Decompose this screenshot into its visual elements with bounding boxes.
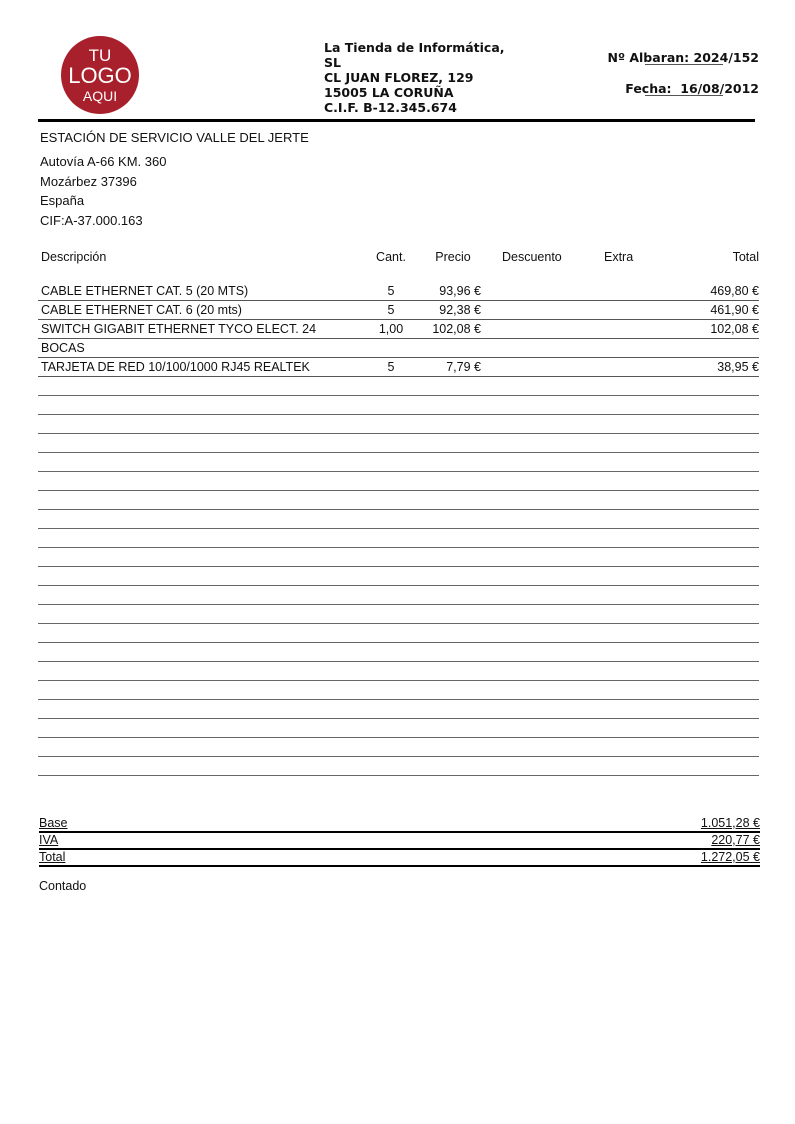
rule-line (38, 471, 759, 490)
items-table (0, 282, 795, 377)
client-city: Mozárbez 37396 (40, 173, 137, 189)
rule-line (38, 547, 759, 566)
logo-line-2: LOGO (68, 63, 132, 88)
row-description: TARJETA DE RED 10/100/1000 RJ45 REALTEK (41, 360, 310, 374)
document-date: 16/08/2012 (680, 81, 759, 96)
client-name: ESTACIÓN DE SERVICIO VALLE DEL JERTE (40, 130, 309, 145)
row-description: BOCAS (41, 341, 85, 355)
header-total: Total (732, 250, 759, 264)
logo-line-3: AQUI (82, 88, 118, 104)
row-description: CABLE ETHERNET CAT. 6 (20 mts) (41, 303, 242, 317)
row-price: 92,38 € (439, 303, 481, 317)
row-qty: 1,00 (378, 322, 404, 336)
totals-block (39, 816, 760, 867)
table-row (0, 339, 795, 358)
table-row (0, 358, 795, 377)
company-info (324, 40, 504, 115)
iva-value: 220,77 € (711, 833, 760, 847)
row-qty: 5 (387, 360, 395, 374)
total-value: 1.272,05 € (700, 850, 760, 864)
company-city: 15005 LA CORUÑA (324, 85, 454, 100)
rule-line (38, 414, 759, 433)
client-address: Autovía A-66 KM. 360 (40, 154, 167, 169)
table-row (0, 320, 795, 339)
rule-line (38, 395, 759, 414)
header-description: Descripción (41, 250, 107, 264)
rule-line (38, 642, 759, 661)
logo-line-1: TU (88, 46, 112, 65)
rule-line (38, 490, 759, 509)
table-row (0, 301, 795, 320)
rule-line (38, 509, 759, 528)
table-header (0, 250, 795, 266)
table-row (0, 282, 795, 301)
company-name-line2: SL (324, 55, 341, 70)
rule-line (38, 604, 759, 623)
rule-line (38, 737, 759, 756)
document-info (607, 50, 759, 112)
totals-total-row (39, 850, 760, 867)
row-total: 469,80 € (710, 284, 759, 298)
header-qty: Cant. (376, 250, 406, 264)
row-price: 102,08 € (432, 322, 481, 336)
document-date-label: Fecha: (625, 81, 672, 96)
document-date-row (607, 81, 759, 96)
row-description: CABLE ETHERNET CAT. 5 (20 MTS) (41, 284, 249, 298)
row-total: 461,90 € (710, 303, 759, 317)
company-address: CL JUAN FLOREZ, 129 (324, 70, 474, 85)
header-divider (38, 119, 755, 122)
row-description: SWITCH GIGABIT ETHERNET TYCO ELECT. 24 (41, 322, 317, 336)
rule-line (38, 585, 759, 604)
company-logo (61, 36, 139, 114)
row-total: 102,08 € (710, 322, 759, 336)
rule-line (38, 756, 759, 775)
base-label: Base (39, 816, 68, 830)
totals-base-row (39, 816, 760, 833)
rule-line (38, 699, 759, 718)
row-price: 7,79 € (446, 360, 481, 374)
rule-line (38, 433, 759, 452)
totals-iva-row (39, 833, 760, 850)
total-label: Total (39, 850, 66, 864)
client-cif: CIF:A-37.000.163 (40, 212, 143, 228)
header-discount: Descuento (502, 250, 562, 264)
client-info (40, 129, 309, 230)
row-qty: 5 (387, 303, 395, 317)
rule-line (38, 775, 759, 794)
client-country: España (40, 193, 85, 208)
rule-line (38, 452, 759, 471)
row-price: 93,96 € (439, 284, 481, 298)
rule-line (38, 623, 759, 642)
header-price: Precio (435, 250, 471, 264)
rule-line (38, 528, 759, 547)
rule-line (38, 680, 759, 699)
iva-label: IVA (39, 833, 59, 847)
rule-line (38, 566, 759, 585)
row-total: 38,95 € (717, 360, 759, 374)
rule-line (38, 718, 759, 737)
rule-line (38, 661, 759, 680)
empty-table-lines (38, 395, 759, 794)
company-cif: C.I.F. B-12.345.674 (324, 100, 457, 115)
row-qty: 5 (387, 284, 395, 298)
company-name-line1: La Tienda de Informática, (324, 40, 505, 55)
base-value: 1.051,28 € (700, 816, 760, 830)
header-extra: Extra (604, 250, 634, 264)
payment-method: Contado (39, 879, 87, 893)
document-number: Nº Albaran: 2024/152 (607, 50, 759, 65)
